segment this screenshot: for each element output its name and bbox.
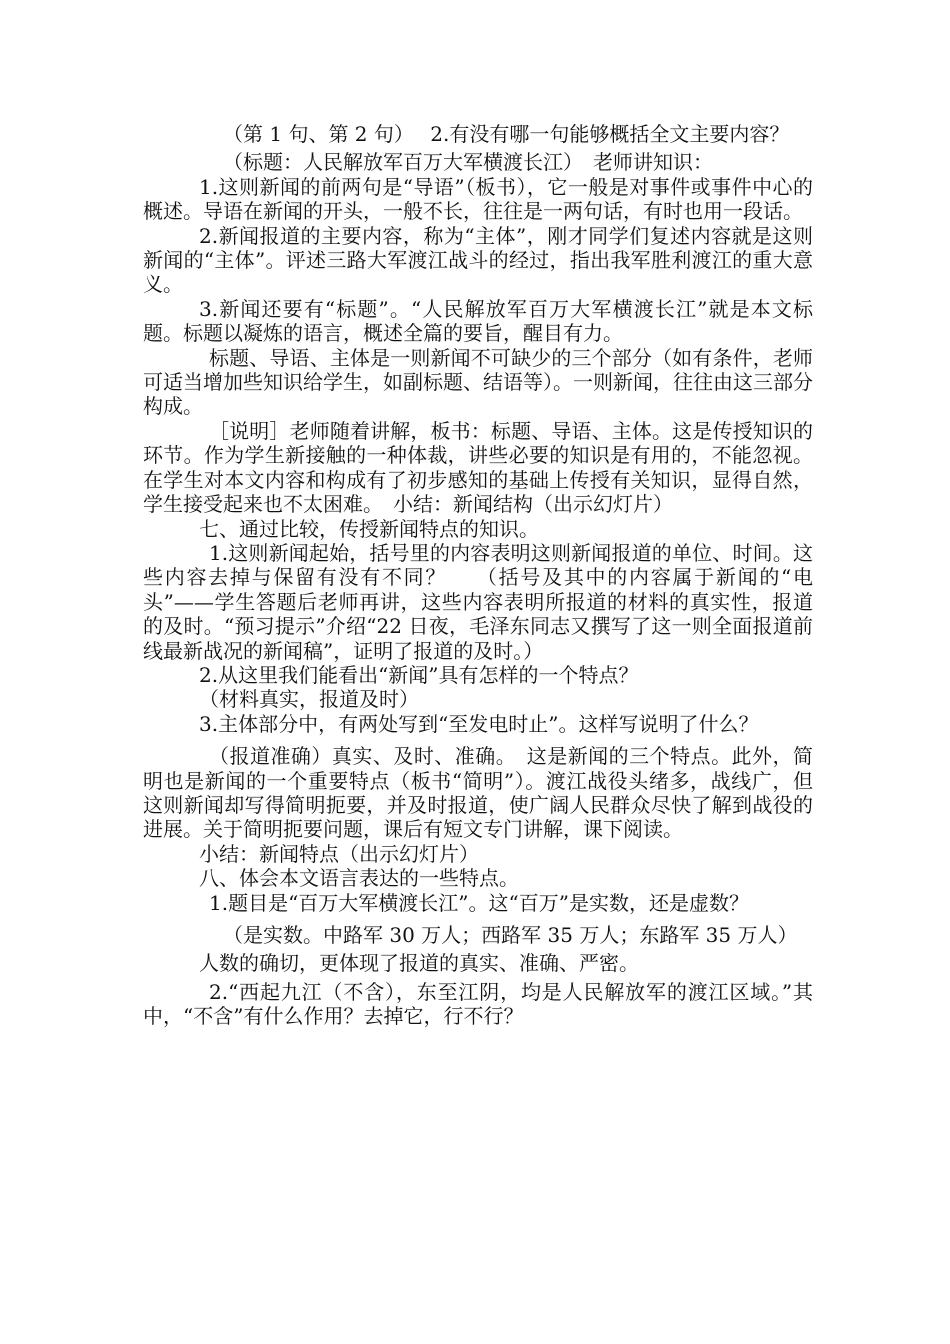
question-3-paragraph: 3.主体部分中，有两处写到“至发电时止”。这样写说明了什么？ [199,711,759,736]
summary-features: 小结：新闻特点（出示幻灯片） [199,841,479,866]
question-2-paragraph: 2.从这里我们能看出“新闻”具有怎样的一个特点？ [199,662,639,687]
question-region-paragraph: 2.“西起九江（不含），东至江阴，均是人民解放军的渡江区域。”其中，“不含”有什么作用？去掉它，行不行？ [143,979,813,1029]
body-paragraph: 2.新闻报道的主要内容，称为“主体”，刚才同学们复述内容就是这则新闻的“主体”。评述三路大军渡江战斗的经过，指出我军胜利渡江的重大意义。 [143,223,813,297]
note-paragraph: ［说明］老师随着讲解，板书：标题、导语、主体。这是传授知识的环节。作为学生新接触的一种体裁，讲些必要的知识是有用的，不能忽视。在学生对本文内容和构成有了初步感知的基础上传授有关知识，显得自然，学生接受起来也不太困难。 小结：新闻结构（出示幻灯片） [143,418,813,517]
answer-2-paragraph: （材料真实，报道及时） [199,687,419,712]
precision-paragraph: 人数的确切，更体现了报道的真实、准确、严密。 [199,951,639,976]
answer-paragraph-1: （第 1 句、第 2 句） 2.有没有哪一句能够概括全文主要内容？ [223,122,790,146]
question-title-paragraph: 1.题目是“百万大军横渡长江”。这“百万”是实数，还是虚数？ [209,890,749,915]
section-seven-heading: 七、通过比较，传授新闻特点的知识。 [199,516,539,541]
lead-paragraph: 1.这则新闻的前两句是“导语”（板书），它一般是对事件或事件中心的概述。导语在新闻的开头，一般不长，往往是一两句话，有时也用一段话。 [143,174,813,224]
answer-3-paragraph: （报道准确）真实、及时、准确。 这是新闻的三个特点。此外，简明也是新闻的一个重要特点（板书“简明”）。渡江战役头绪多，战线广，但这则新闻却写得简明扼要，并及时报道，使广阔人民群众尽快了解到战役的进展。关于简明扼要问题，课后有短文专门讲解，课下阅读。 [143,744,813,842]
question-1-paragraph: 1.这则新闻起始，括号里的内容表明这则新闻报道的单位、时间。这些内容去掉与保留有没有不同？ （括号及其中的内容属于新闻的“电头”——学生答题后老师再讲，这些内容表明所报道的材料的真实性，报道的及时。“预习提示”介绍“22 日夜，毛泽东同志又撰写了这一则全面报道前线最新战况的新闻稿”，证明了报道的及时。） [143,540,813,663]
section-eight-heading: 八、体会本文语言表达的一些特点。 [199,866,519,891]
answer-numbers-paragraph: （是实数。中路军 30 万人；西路军 35 万人；东路军 35 万人） [223,923,798,947]
structure-paragraph: 标题、导语、主体是一则新闻不可缺少的三个部分（如有条件，老师可适当增加些知识给学生，如副标题、结语等）。一则新闻，往往由这三部分构成。 [143,345,813,419]
title-answer-paragraph: （标题：人民解放军百万大军横渡长江） 老师讲知识： [223,150,713,175]
headline-paragraph: 3.新闻还要有“标题”。“人民解放军百万大军横渡长江”就是本文标题。标题以凝炼的语言，概述全篇的要旨，醒目有力。 [143,296,813,346]
document-page [143,122,813,1029]
